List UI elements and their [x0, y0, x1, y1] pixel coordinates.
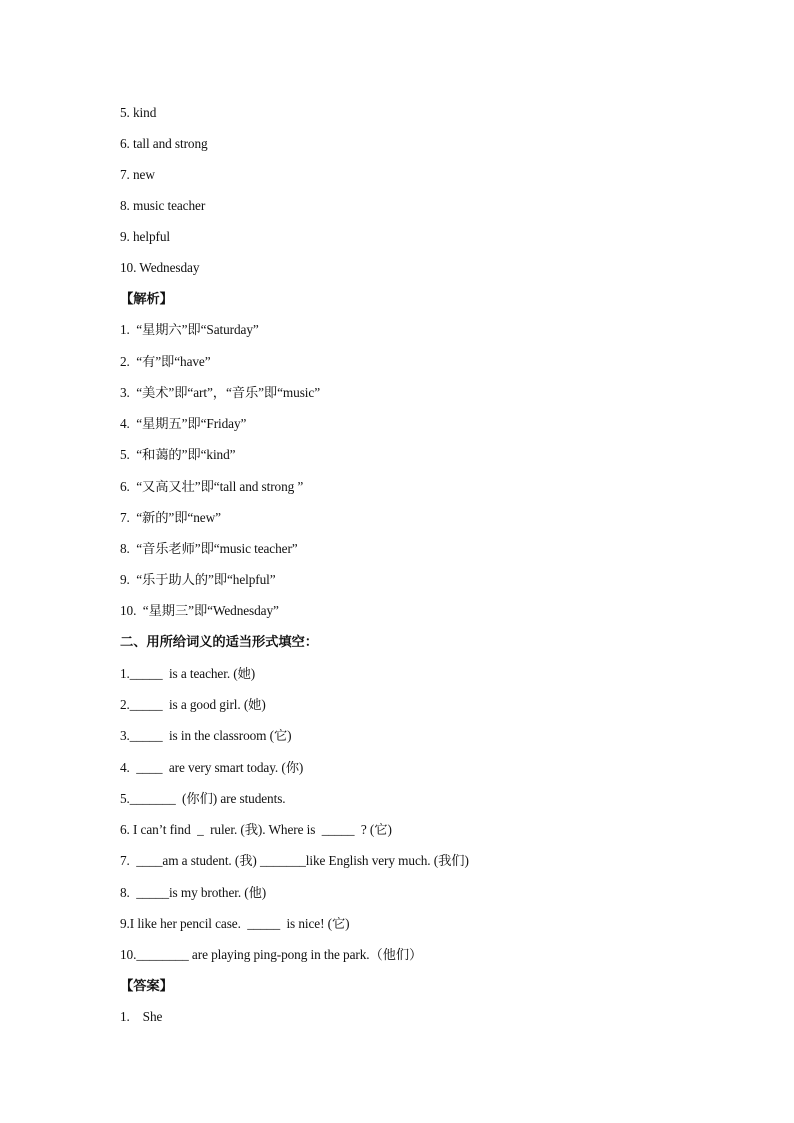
answer-line: 10. Wednesday — [120, 260, 200, 275]
analysis-line: 8. “音乐老师”即“music teacher” — [120, 541, 298, 556]
analysis-line: 2. “有”即“have” — [120, 354, 211, 369]
answer-line: 1. She — [120, 1009, 163, 1024]
answer-line: 6. tall and strong — [120, 136, 208, 151]
analysis-line: 5. “和蔼的”即“kind” — [120, 447, 236, 462]
section-title: 二、用所给词义的适当形式填空： — [120, 634, 318, 649]
question-line: 7. ____am a student. (我) _______like English very much. (我们) — [120, 853, 469, 868]
question-line: 9.I like her pencil case. _____ is nice! (它) — [120, 916, 350, 931]
question-line: 6. I can’t find _ ruler. (我). Where is _____ ? (它) — [120, 822, 392, 837]
question-line: 8. _____is my brother. (他) — [120, 885, 267, 900]
analysis-line: 4. “星期五”即“Friday” — [120, 416, 247, 431]
analysis-line: 6. “又高又壮”即“tall and strong ” — [120, 479, 304, 494]
question-line: 3._____ is in the classroom (它) — [120, 728, 292, 743]
analysis-line: 1. “星期六”即“Saturday” — [120, 322, 259, 337]
analysis-line: 7. “新的”即“new” — [120, 510, 221, 525]
question-line: 10.________ are playing ping-pong in the park.（他们） — [120, 947, 423, 962]
analysis-heading: 【解析】 — [120, 291, 173, 306]
analysis-line: 3. “美术”即“art”，“音乐”即“music” — [120, 385, 320, 400]
answer-line: 5. kind — [120, 105, 157, 120]
question-line: 2._____ is a good girl. (她) — [120, 697, 266, 712]
question-line: 5._______ (你们) are students. — [120, 791, 286, 806]
answer-heading: 【答案】 — [120, 978, 173, 993]
answer-line: 8. music teacher — [120, 198, 206, 213]
answer-line: 7. new — [120, 167, 155, 182]
answer-line: 9. helpful — [120, 229, 170, 244]
question-line: 4. ____ are very smart today. (你) — [120, 760, 304, 775]
analysis-line: 10. “星期三”即“Wednesday” — [120, 603, 279, 618]
analysis-line: 9. “乐于助人的”即“helpful” — [120, 572, 276, 587]
question-line: 1._____ is a teacher. (她) — [120, 666, 256, 681]
